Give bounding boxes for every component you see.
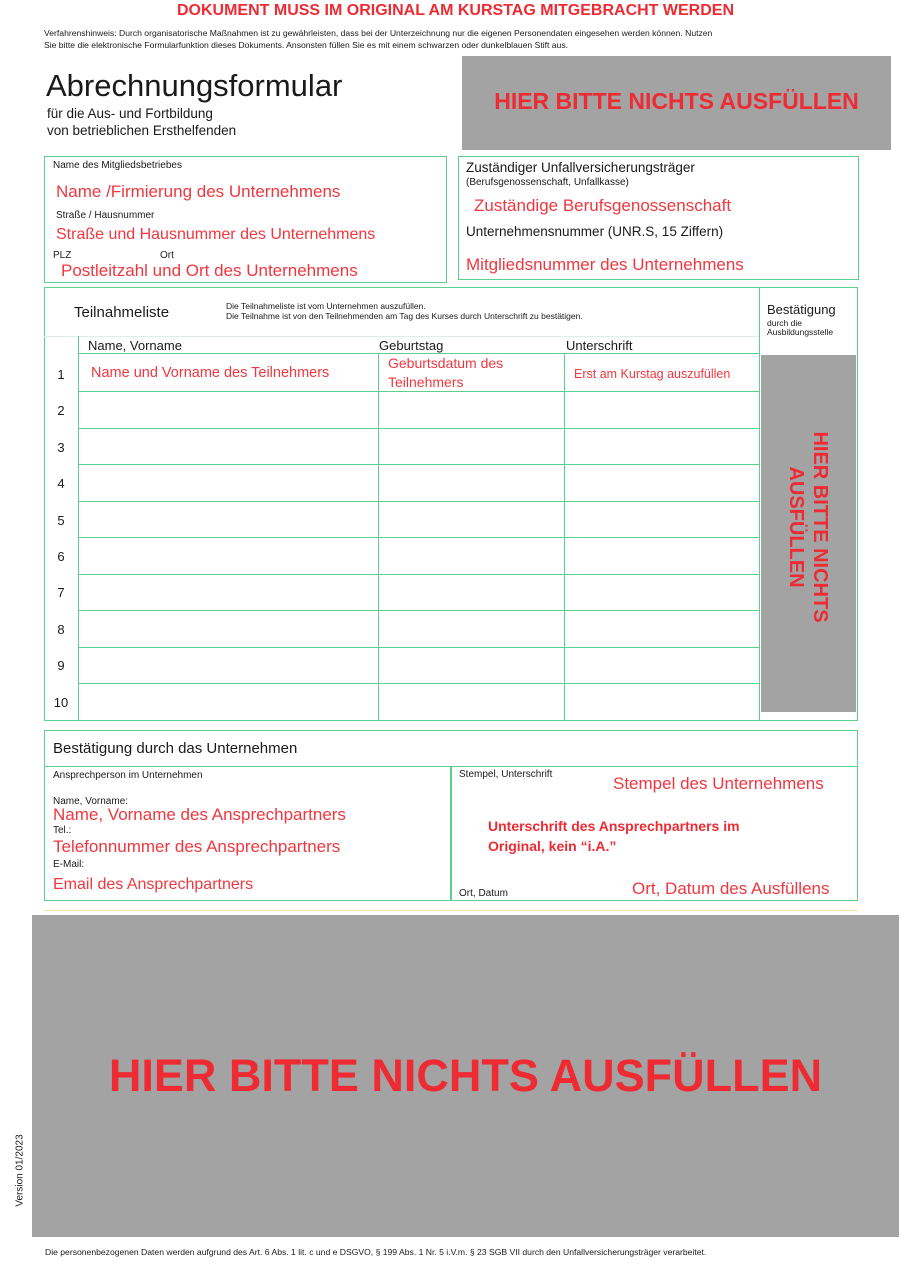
row-rule	[78, 683, 759, 684]
no-fill-side-line-2: AUSFÜLLEN	[785, 466, 807, 588]
contact-label: Ansprechperson im Unternehmen	[53, 770, 203, 781]
row-number: 5	[57, 513, 65, 528]
insurer-sublabel: (Berufsgenossenschaft, Unfallkasse)	[466, 177, 629, 188]
confirm-sub-2: Ausbildungsstelle	[767, 327, 834, 337]
form-title: Abrechnungsformular	[46, 68, 343, 103]
col-header-sign: Unterschrift	[566, 338, 633, 353]
participants-header-line	[44, 336, 759, 337]
street-field[interactable]: Straße und Hausnummer des Unternehmens	[56, 226, 376, 243]
row-rule	[78, 391, 759, 392]
company-name-label: Name des Mitgliedsbetriebes	[53, 160, 182, 171]
confirmation-title: Bestätigung durch das Unternehmen	[53, 740, 298, 757]
company-number-field[interactable]: Mitgliedsnummer des Unternehmens	[466, 255, 744, 274]
row-number: 3	[57, 440, 65, 455]
email-label: E-Mail:	[53, 859, 85, 870]
insurer-label: Zuständiger Unfallversicherungsträger	[466, 160, 695, 175]
row-number: 10	[53, 695, 69, 710]
stamp-field[interactable]: Stempel des Unternehmens	[613, 774, 824, 793]
row-number: 2	[57, 403, 65, 418]
row-rule	[78, 501, 759, 502]
row1-name-field[interactable]: Name und Vorname des Teilnehmers	[91, 365, 330, 381]
version-text: Version 01/2023	[14, 1134, 26, 1207]
plz-label: PLZ	[53, 250, 72, 261]
row-rule	[78, 574, 759, 575]
col-divider-num	[78, 336, 79, 721]
place-date-label: Ort, Datum	[459, 888, 508, 899]
company-number-label: Unternehmensnummer (UNR.S, 15 Ziffern)	[466, 224, 724, 239]
insurer-field[interactable]: Zuständige Berufsgenossenschaft	[474, 196, 732, 215]
no-fill-area-top	[462, 56, 891, 150]
row-number: 7	[57, 585, 65, 600]
email-field[interactable]: Email des Ansprechpartners	[53, 876, 254, 893]
version-label	[14, 1130, 26, 1212]
confirm-sub-1: durch die	[767, 318, 802, 328]
no-fill-area-side	[761, 355, 856, 712]
no-fill-area-bottom	[32, 915, 899, 1237]
participants-note-2: Die Teilnahme ist von den Teilnehmenden am Tag des Kurses durch Unterschrift zu bestätigen.	[226, 311, 583, 321]
row-rule	[78, 428, 759, 429]
participants-title: Teilnahmeliste	[74, 304, 170, 321]
contact-name-field[interactable]: Name, Vorname des Ansprechpartners	[53, 805, 346, 824]
banner: DOKUMENT MUSS IM ORIGINAL AM KURSTAG MITGEBRACHT WERDEN	[176, 2, 734, 19]
signature-note-2: Original, kein “i.A.”	[488, 838, 617, 854]
table-header-rule	[78, 353, 759, 354]
city-field[interactable]: Postleitzahl und Ort des Unternehmens	[61, 261, 358, 280]
signature-note-1: Unterschrift des Ansprechpartners im	[488, 818, 740, 834]
tel-label: Tel.:	[53, 825, 72, 836]
confirm-column-divider	[759, 287, 760, 721]
company-name-field[interactable]: Name /Firmierung des Unternehmens	[56, 182, 341, 201]
tel-field[interactable]: Telefonnummer des Ansprechpartners	[53, 837, 341, 856]
no-fill-top-text: HIER BITTE NICHTS AUSFÜLLEN	[494, 88, 859, 114]
notice-line-1: Verfahrenshinweis: Durch organisatorische Maßnahmen ist zu gewährleisten, dass bei der Unterzeichnung nur die eigenen Personendaten eingesehen werden können. Nutzen	[44, 28, 713, 38]
row-number: 6	[57, 549, 65, 564]
row-number: 1	[57, 367, 65, 382]
confirm-title: Bestätigung	[767, 302, 836, 317]
place-date-field[interactable]: Ort, Datum des Ausfüllens	[632, 879, 830, 898]
row1-sign-field[interactable]: Erst am Kurstag auszufüllen	[574, 367, 731, 381]
notice-line-2: Sie bitte die elektronische Formularfunktion dieses Dokuments. Ansonsten füllen Sie es mit einem schwarzen oder dunkelblauen Stift aus.	[44, 40, 569, 50]
street-label: Straße / Hausnummer	[56, 210, 155, 221]
stamp-label: Stempel, Unterschrift	[459, 769, 553, 780]
col-header-birth: Geburtstag	[379, 338, 444, 353]
row-rule	[78, 464, 759, 465]
form-subtitle-2: von betrieblichen Ersthelfenden	[47, 123, 237, 138]
row1-birth-field-line1[interactable]: Geburtsdatum des	[388, 355, 504, 371]
row-number: 9	[57, 658, 65, 673]
no-fill-bottom-text: HIER BITTE NICHTS AUSFÜLLEN	[108, 1050, 823, 1101]
participants-note-1: Die Teilnahmeliste ist vom Unternehmen auszufüllen.	[226, 301, 426, 311]
contact-name-label: Name, Vorname:	[53, 796, 129, 807]
no-fill-side-line-1: HIER BITTE NICHTS	[809, 431, 831, 623]
ort-label: Ort	[160, 250, 174, 261]
form-subtitle-1: für die Aus- und Fortbildung	[47, 106, 213, 121]
row-rule	[78, 647, 759, 648]
row-number: 4	[57, 476, 65, 491]
yellow-guideline	[44, 910, 858, 911]
row-rule	[78, 610, 759, 611]
row1-birth-field-line2[interactable]: Teilnehmers	[388, 374, 464, 390]
col-header-name: Name, Vorname	[88, 338, 182, 353]
row-rule	[78, 537, 759, 538]
privacy-footer: Die personenbezogenen Daten werden aufgrund des Art. 6 Abs. 1 lit. c und e DSGVO, § 199 Abs. 1 Nr. 5 i.V.m. § 23 SGB VII durch den Unfallversicherungsträger verarbeitet.	[45, 1247, 707, 1257]
row-number: 8	[57, 622, 65, 637]
